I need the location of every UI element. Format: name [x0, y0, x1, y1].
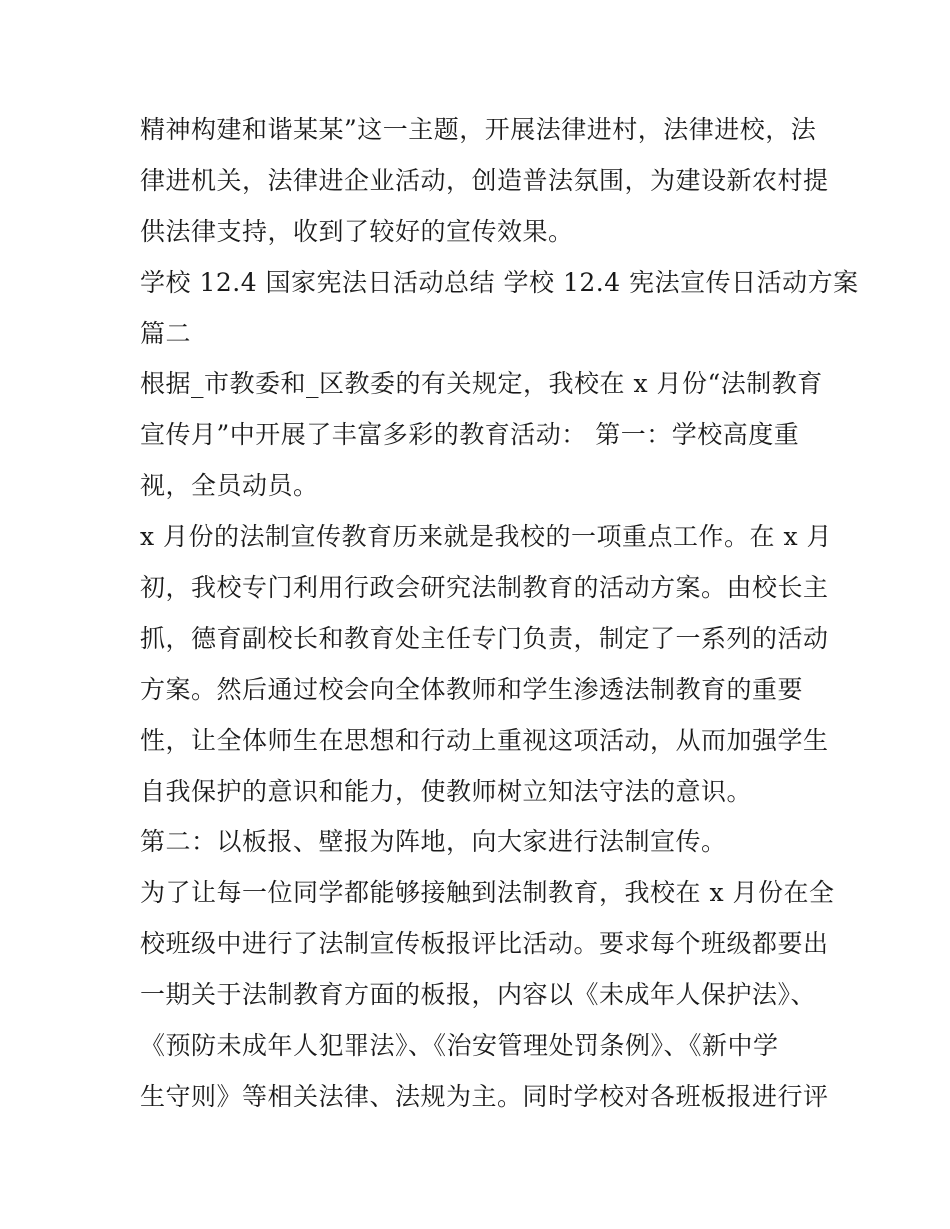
text-line: 精神构建和谐某某”这一主题，开展法律进村，法律进校，法	[140, 115, 817, 144]
text-line: 生守则》等相关法律、法规为主。同时学校对各班板报进行评	[140, 1081, 829, 1111]
text-line: 宣传月”中开展了丰富多彩的教育活动： 第一：学校高度重	[140, 420, 800, 450]
text-line: 一期关于法制教育方面的板报，内容以《未成年人保护法》、	[140, 980, 817, 1010]
text-line: 根据_市教委和_区教委的有关规定，我校在 x 月份“法制教育	[140, 369, 823, 399]
text-line: 为了让每一位同学都能够接触到法制教育，我校在 x 月份在全	[140, 878, 835, 908]
text-line: 方案。然后通过校会向全体教师和学生渗透法制教育的重要	[140, 674, 804, 704]
text-line: 第二：以板报、壁报为阵地，向大家进行法制宣传。	[140, 827, 727, 857]
text-line: 视，全员动员。	[140, 471, 319, 501]
section-title-line: 学校 12.4 国家宪法日活动总结 学校 12.4 宪法宣传日活动方案	[140, 267, 859, 297]
text-line: 自我保护的意识和能力，使教师树立知法守法的意识。	[140, 776, 753, 806]
text-line: 初，我校专门利用行政会研究法制教育的活动方案。由校长主	[140, 573, 829, 603]
text-line: 《预防未成年人犯罪法》、《治安管理处罚条例》、《新中学	[140, 1031, 779, 1061]
text-line: 抓，德育副校长和教育处主任专门负责，制定了一系列的活动	[140, 623, 829, 653]
section-label-line: 篇二	[140, 318, 192, 348]
text-line: x 月份的法制宣传教育历来就是我校的一项重点工作。在 x 月	[140, 522, 833, 552]
text-line: 律进机关，法律进企业活动，创造普法氛围，为建设新农村提	[140, 165, 829, 195]
text-line: 性，让全体师生在思想和行动上重视这项活动，从而加强学生	[140, 725, 829, 755]
text-line: 供法律支持，收到了较好的宣传效果。	[140, 216, 574, 246]
text-line: 校班级中进行了法制宣传板报评比活动。要求每个班级都要出	[140, 929, 829, 959]
document-body	[140, 105, 859, 1123]
